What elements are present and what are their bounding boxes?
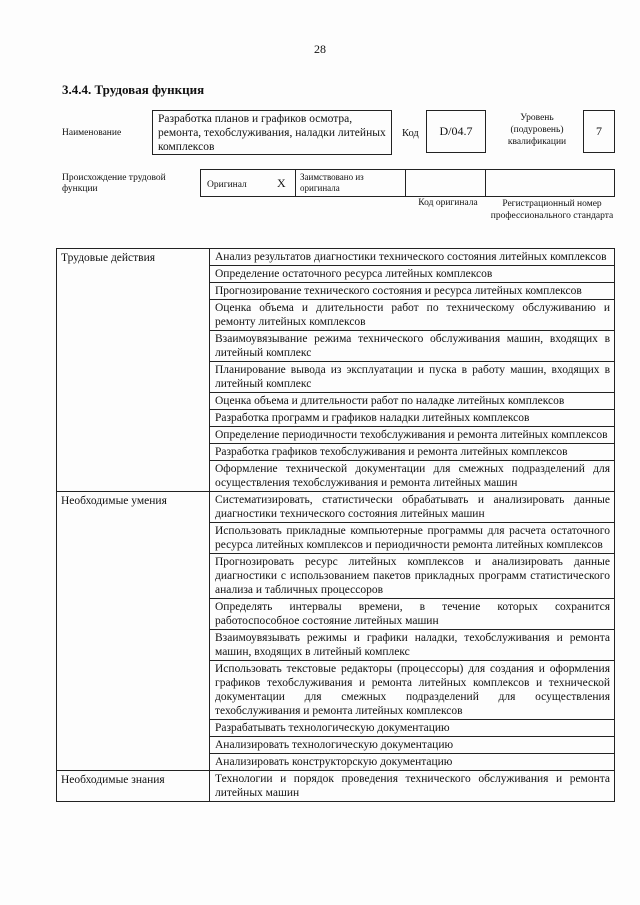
page-number: 28 <box>314 42 326 56</box>
function-code: D/04.7 <box>426 110 486 153</box>
list-item: Взаимоувязывать режимы и графики наладки, техобслуживания и ремонта машин, входящих в литейный комплекс <box>210 630 614 661</box>
list-item: Использовать текстовые редакторы (процессоры) для создания и оформления графиков техобслуживания и ремонта литейных комплексов и технической документации для смежных подразделений для осуществления техобслуживания и ремонта литейных комплексов <box>210 661 614 720</box>
list-item: Оформление технической документации для смежных подразделений для осуществления техобслуживания и ремонта литейных машин <box>215 463 610 489</box>
list-item: Разработка программ и графиков наладки литейных комплексов <box>210 410 614 427</box>
section-category: Трудовые действия <box>57 249 210 492</box>
list-item: Оценка объема и длительности работ по наладке литейных комплексов <box>210 393 614 410</box>
section-items <box>210 249 615 492</box>
original-mark: X <box>277 176 286 190</box>
code-label: Код <box>402 128 419 139</box>
function-table <box>56 248 615 802</box>
section-category: Необходимые умения <box>57 492 210 771</box>
list-item: Использовать прикладные компьютерные программы для расчета остаточного ресурса литейных комплексов и периодичности ремонта литейных комплексов <box>210 523 614 554</box>
list-item: Оценка объема и длительности работ по техническому обслуживанию и ремонту литейных комплексов <box>210 300 614 331</box>
registration-number-label: Регистрационный номер профессионального стандарта <box>490 199 614 221</box>
section-category: Необходимые знания <box>57 771 210 802</box>
code-original-label: Код оригинала <box>418 198 478 208</box>
origin-registration-cell <box>485 170 615 196</box>
origin-original-cell <box>201 170 295 196</box>
section-items <box>210 771 615 802</box>
original-label: Оригинал <box>207 180 247 190</box>
list-item: Прогнозирование технического состояния и ресурса литейных комплексов <box>210 283 614 300</box>
qualification-level: 7 <box>583 110 615 153</box>
section-title: 3.4.4. Трудовая функция <box>62 82 205 97</box>
list-item: Анализировать конструкторскую документацию <box>215 756 453 768</box>
list-item: Систематизировать, статистически обрабатывать и анализировать данные диагностики технического состояния литейных машин <box>210 492 614 523</box>
list-item: Взаимоувязывание режима технического обслуживания машин, входящих в литейный комплекс <box>210 331 614 362</box>
list-item: Анализ результатов диагностики технического состояния литейных комплексов <box>210 249 614 266</box>
list-item: Анализировать технологическую документацию <box>210 737 614 754</box>
table-row <box>57 771 615 802</box>
table-row <box>57 249 615 492</box>
list-item: Определение остаточного ресурса литейных комплексов <box>210 266 614 283</box>
level-label: Уровень (подуровень) квалификации <box>507 113 567 147</box>
origin-label: Происхождение трудовой функции <box>62 173 166 194</box>
table-row <box>57 492 615 771</box>
list-item: Планирование вывода из эксплуатации и пуска в работу машин, входящих в литейный комплекс <box>210 362 614 393</box>
list-item: Разработка графиков техобслуживания и ремонта литейных комплексов <box>210 444 614 461</box>
origin-borrowed-cell <box>295 170 406 196</box>
origin-code-cell <box>405 170 486 196</box>
name-label: Наименование <box>62 128 122 138</box>
list-item: Разрабатывать технологическую документацию <box>210 720 614 737</box>
function-name: Разработка планов и графиков осмотра, ремонта, техобслуживания, наладки литейных комплексов <box>152 110 392 155</box>
section-items <box>210 492 615 771</box>
borrowed-label: Заимствовано из оригинала <box>300 172 364 193</box>
list-item: Технологии и порядок проведения технического обслуживания и ремонта литейных машин <box>215 773 610 799</box>
list-item: Определение периодичности техобслуживания и ремонта литейных комплексов <box>210 427 614 444</box>
list-item: Определять интервалы времени, в течение которых сохранится работоспособное состояние литейных машин <box>210 599 614 630</box>
list-item: Прогнозировать ресурс литейных комплексов и анализировать данные диагностики с использованием пакетов прикладных программ статистического анализа и табличных процессоров <box>210 554 614 599</box>
origin-row <box>200 169 615 197</box>
